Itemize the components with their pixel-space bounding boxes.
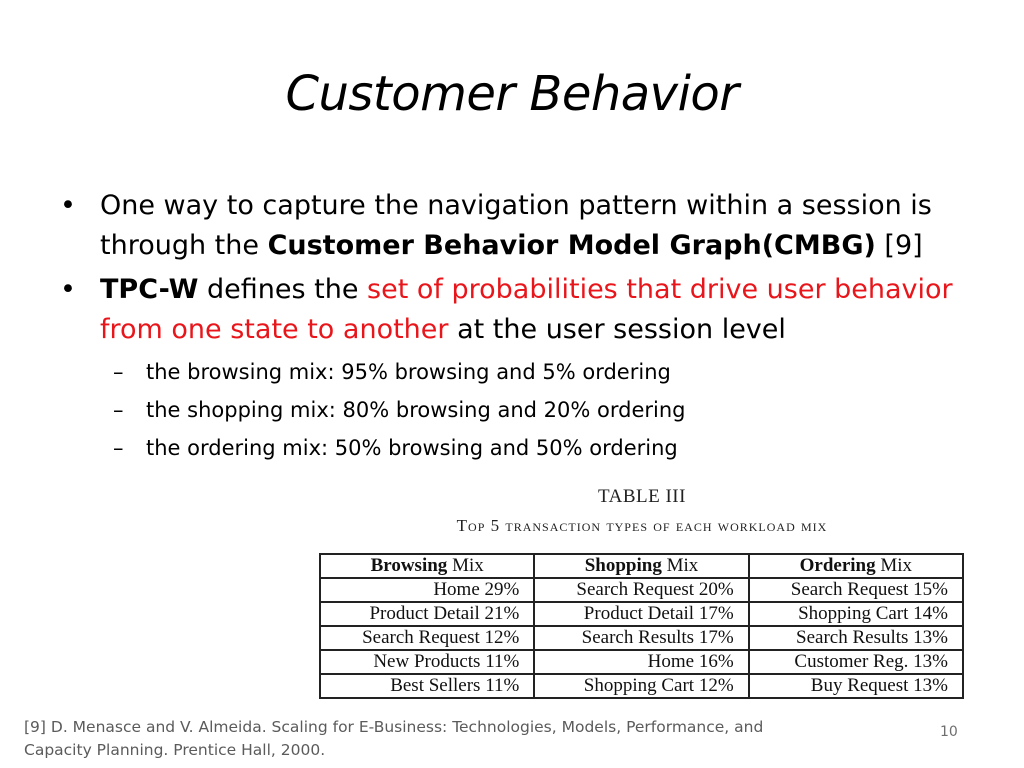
table-cell: Search Results 17% (534, 626, 748, 650)
table-cell: New Products 11% (320, 650, 534, 674)
table-cell: Shopping Cart 14% (749, 602, 963, 626)
table-cell: Shopping Cart 12% (534, 674, 748, 698)
header-ordering-mix: Ordering Mix (749, 554, 963, 578)
sub-bullet-marker: – (113, 360, 124, 384)
bullet-tpcw (58, 270, 958, 350)
bullet-cmbg (58, 186, 958, 266)
table-header-row (320, 554, 963, 578)
sub-bullet-browsing (58, 356, 958, 388)
table-cell: Search Results 13% (749, 626, 963, 650)
bullet-text-pre: One way to capture the navigation pattern within a session is through the (100, 190, 932, 261)
sub-bullet-ordering (58, 432, 958, 464)
table-cell: Search Request 20% (534, 578, 748, 602)
bullet-text-pre: defines the (198, 274, 368, 305)
table-caption-label: TABLE III (598, 486, 686, 507)
bullet-marker: • (60, 274, 76, 305)
sub-bullet-marker: – (113, 398, 124, 422)
table-cell: Search Request 15% (749, 578, 963, 602)
sub-bullet-text: the browsing mix: 95% browsing and 5% ordering (146, 360, 671, 384)
table-cell: Product Detail 17% (534, 602, 748, 626)
header-shopping-mix: Shopping Mix (534, 554, 748, 578)
bullet-text-post: [9] (875, 230, 923, 261)
bullet-text-bold: Customer Behavior Model Graph(CMBG) (267, 230, 876, 261)
table-cell: Home 16% (534, 650, 748, 674)
table-row (320, 650, 963, 674)
bullet-text-bold: TPC-W (100, 274, 199, 305)
bullet-marker: • (60, 190, 76, 221)
table-cell: Product Detail 21% (320, 602, 534, 626)
table-cell: Home 29% (320, 578, 534, 602)
sub-bullet-marker: – (113, 436, 124, 460)
table-cell: Buy Request 13% (749, 674, 963, 698)
table-row (320, 578, 963, 602)
header-browsing-mix: Browsing Mix (320, 554, 534, 578)
bullet-text-highlight: set of probabilities that drive user behavior from one state to another (100, 274, 953, 345)
table-cell: Search Request 12% (320, 626, 534, 650)
table-caption-title: Top 5 transaction types of each workload mix (456, 516, 828, 535)
bullet-list (58, 186, 958, 464)
table-row (320, 626, 963, 650)
sub-bullet-text: the shopping mix: 80% browsing and 20% ordering (146, 398, 686, 422)
sub-bullet-text: the ordering mix: 50% browsing and 50% ordering (146, 436, 678, 460)
slide-title: Customer Behavior (285, 66, 739, 122)
table-row (320, 602, 963, 626)
sub-bullet-shopping (58, 394, 958, 426)
reference-footnote: [9] D. Menasce and V. Almeida. Scaling for E-Business: Technologies, Models, Performance, and Capacity Planning. Prentice Hall, 2000. (24, 718, 764, 759)
table-cell: Best Sellers 11% (320, 674, 534, 698)
table-cell: Customer Reg. 13% (749, 650, 963, 674)
workload-mix-table (319, 553, 964, 699)
table-row (320, 674, 963, 698)
bullet-text-post: at the user session level (448, 314, 786, 345)
page-number: 10 (940, 724, 958, 740)
